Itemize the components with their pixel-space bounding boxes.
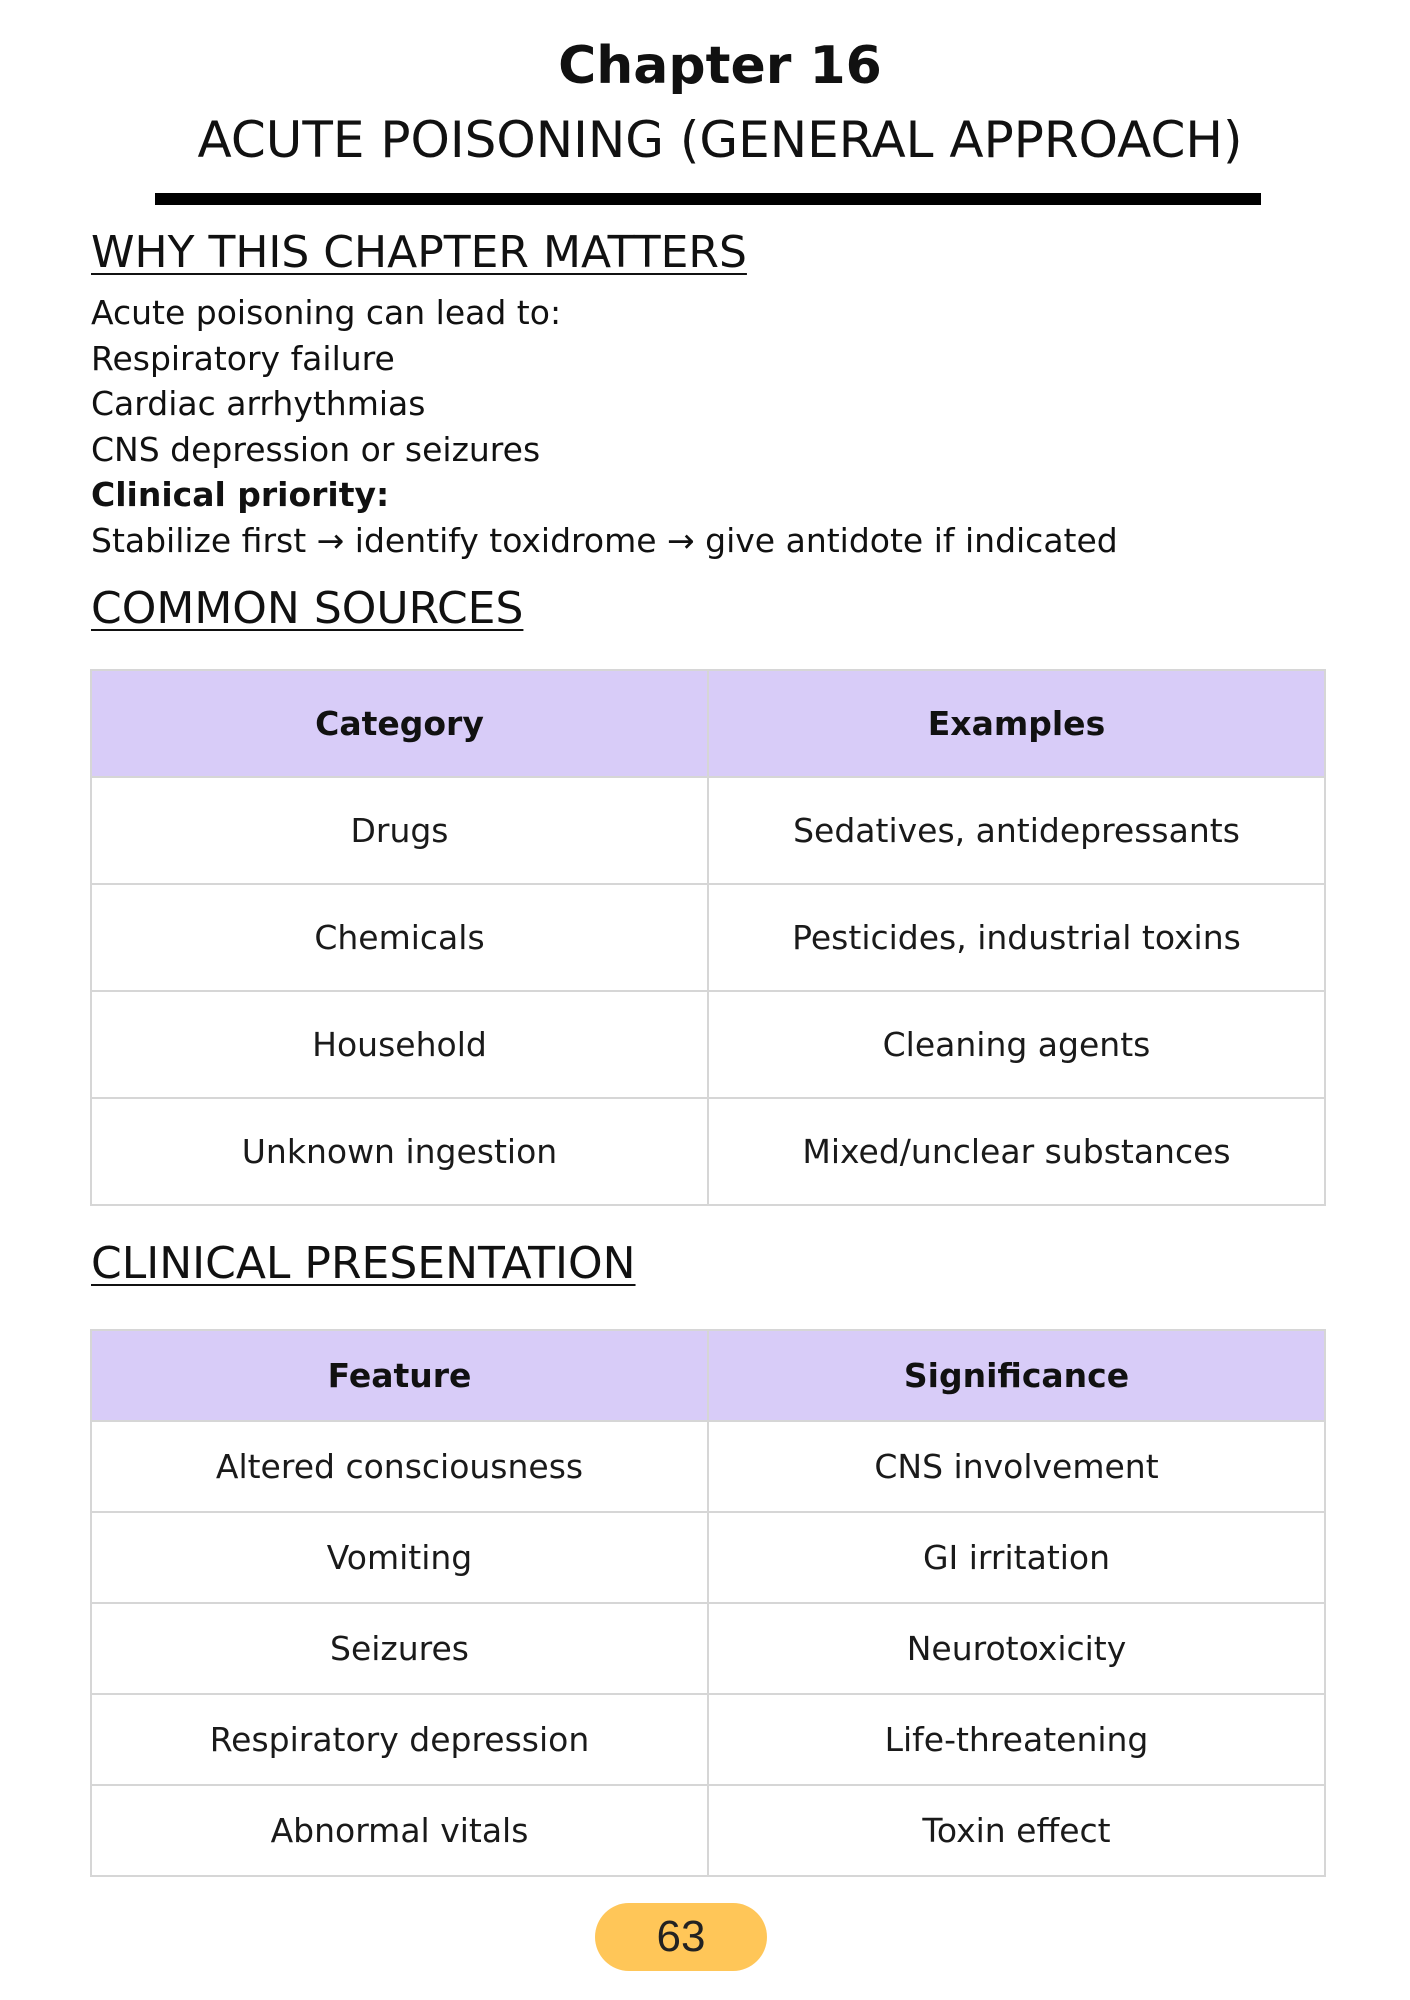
table-cell: Pesticides, industrial toxins — [708, 884, 1325, 991]
table-row — [91, 1785, 1325, 1876]
table-row — [91, 884, 1325, 991]
chapter-number: Chapter 16 — [558, 36, 882, 96]
table-cell: Altered consciousness — [91, 1421, 708, 1512]
table-cell: Seizures — [91, 1603, 708, 1694]
table-cell: Toxin effect — [708, 1785, 1325, 1876]
table-row — [91, 1694, 1325, 1785]
table-row — [91, 991, 1325, 1098]
table-row — [91, 777, 1325, 884]
table-header-row — [91, 1330, 1325, 1421]
why-item: Respiratory failure — [91, 338, 395, 378]
column-header-category: Category — [91, 670, 708, 777]
table-cell: CNS involvement — [708, 1421, 1325, 1512]
chapter-title: ACUTE POISONING (GENERAL APPROACH) — [197, 111, 1243, 169]
table-cell: Respiratory depression — [91, 1694, 708, 1785]
table-cell: Chemicals — [91, 884, 708, 991]
table-cell: Household — [91, 991, 708, 1098]
table-cell: Mixed/unclear substances — [708, 1098, 1325, 1205]
table-row — [91, 1512, 1325, 1603]
column-header-examples: Examples — [708, 670, 1325, 777]
table-header-row — [91, 670, 1325, 777]
table-cell: Vomiting — [91, 1512, 708, 1603]
table-cell: GI irritation — [708, 1512, 1325, 1603]
why-item: CNS depression or seizures — [91, 429, 541, 469]
table-row — [91, 1098, 1325, 1205]
table-cell: Unknown ingestion — [91, 1098, 708, 1205]
common-sources-table — [90, 669, 1326, 1206]
why-section-heading: WHY THIS CHAPTER MATTERS — [91, 227, 747, 278]
presentation-section-heading: CLINICAL PRESENTATION — [91, 1238, 636, 1289]
table-cell: Neurotoxicity — [708, 1603, 1325, 1694]
column-header-significance: Significance — [708, 1330, 1325, 1421]
why-item: Cardiac arrhythmias — [91, 384, 426, 423]
chapter-header — [0, 30, 1410, 174]
sources-section-heading: COMMON SOURCES — [91, 583, 524, 634]
column-header-feature: Feature — [91, 1330, 708, 1421]
table-row — [91, 1603, 1325, 1694]
table-cell: Sedatives, antidepressants — [708, 777, 1325, 884]
page-number-badge: 63 — [595, 1903, 767, 1971]
table-cell: Life-threatening — [708, 1694, 1325, 1785]
clinical-priority-label: Clinical priority: — [91, 475, 390, 514]
clinical-priority-text: Stabilize first → identify toxidrome → give antidote if indicated — [91, 520, 1118, 560]
why-section-body — [91, 290, 1118, 563]
table-cell: Cleaning agents — [708, 991, 1325, 1098]
table-cell: Abnormal vitals — [91, 1785, 708, 1876]
table-cell: Drugs — [91, 777, 708, 884]
header-divider — [155, 193, 1261, 205]
table-row — [91, 1421, 1325, 1512]
why-intro: Acute poisoning can lead to: — [91, 293, 562, 332]
clinical-presentation-table — [90, 1329, 1326, 1877]
